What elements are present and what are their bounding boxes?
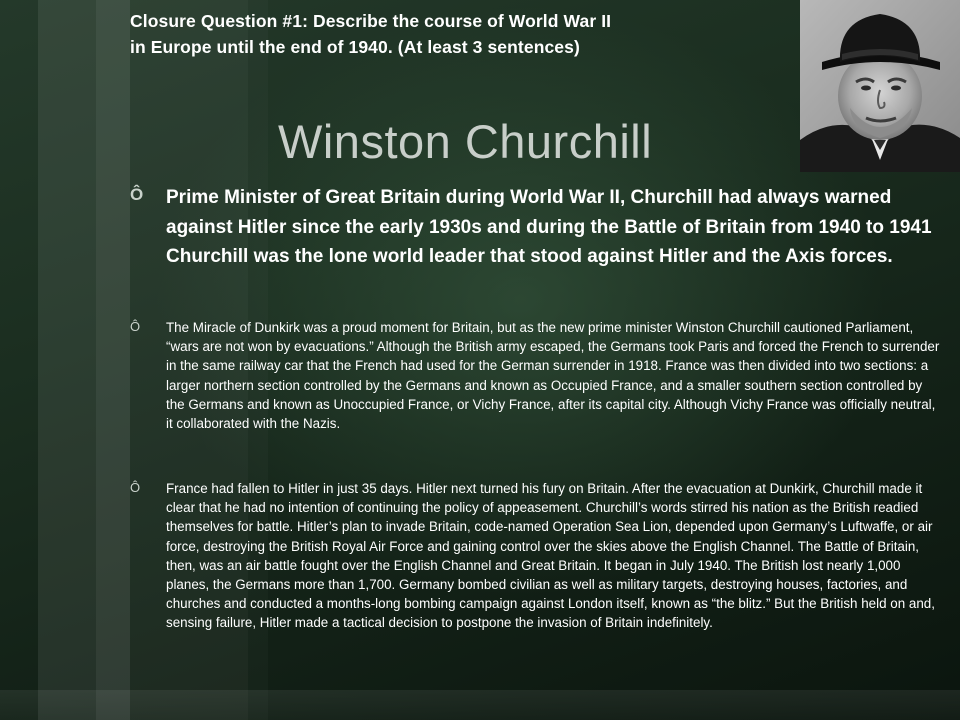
bullet-item [130,479,942,633]
bullet-marker-icon: Ô [130,185,144,204]
portrait-image [800,0,960,172]
bullet-marker-icon: Ô [130,319,141,334]
background-stripe [96,0,130,720]
bullet-text: Prime Minister of Great Britain during World War II, Churchill had always warned against Hitler since the early 1930s and during the Battle of Britain from 1940 to 1941 Churchill was the lone world leader that stood against Hitler and the Axis forces. [166,187,932,267]
bullet-item [130,183,942,272]
closure-question [130,8,790,60]
bullet-item [130,318,942,433]
closure-question-line-2: in Europe until the end of 1940. (At least 3 sentences) [130,37,580,57]
closure-question-line-1: Closure Question #1: Describe the course of World War II [130,11,612,31]
bullet-text: France had fallen to Hitler in just 35 days. Hitler next turned his fury on Britain. After the evacuation at Dunkirk, Churchill made it clear that he had no intention of continuing the policy of appeasement. Churchill’s words stirred his nation as the British readied themselves for battle. Hitler’s plan to invade Britain, code-named Operation Sea Lion, depended upon Germany’s Luftwaffe, or air force, destroying the British Royal Air Force and gaining control over the skies above the English Channel. The Battle of Britain, then, was an air battle fought over the English Channel and Great Britain. It began in July 1940. The British lost nearly 1,000 planes, the Germans more than 1,700. Germany bombed civilian as well as military targets, destroying houses, factories, and churches and conducted a months-long bombing campaign against London itself, known as “the blitz.” But the British held on and, sensing failure, Hitler made a tactical decision to postpone the invasion of Britain indefinitely. [166,481,935,631]
background-stripe [38,0,96,720]
bottom-band [0,690,960,720]
slide-title: Winston Churchill [278,115,653,168]
churchill-portrait [800,0,960,172]
bullet-marker-icon: Ô [130,480,141,495]
bullet-text: The Miracle of Dunkirk was a proud moment for Britain, but as the new prime minister Winston Churchill cautioned Parliament, “wars are not won by evacuations.” Although the British army escaped, the Germans took Paris and forced the French to surrender in the same railway car that the French had used for the German surrender in 1918. France was then divided into two sections: a larger northern section controlled by the Germans and known as Occupied France, and a smaller southern section controlled by the Germans and known as Unoccupied France, or Vichy France, after its capital city. Although Vichy France was officially neutral, it collaborated with the Nazis. [166,320,940,432]
